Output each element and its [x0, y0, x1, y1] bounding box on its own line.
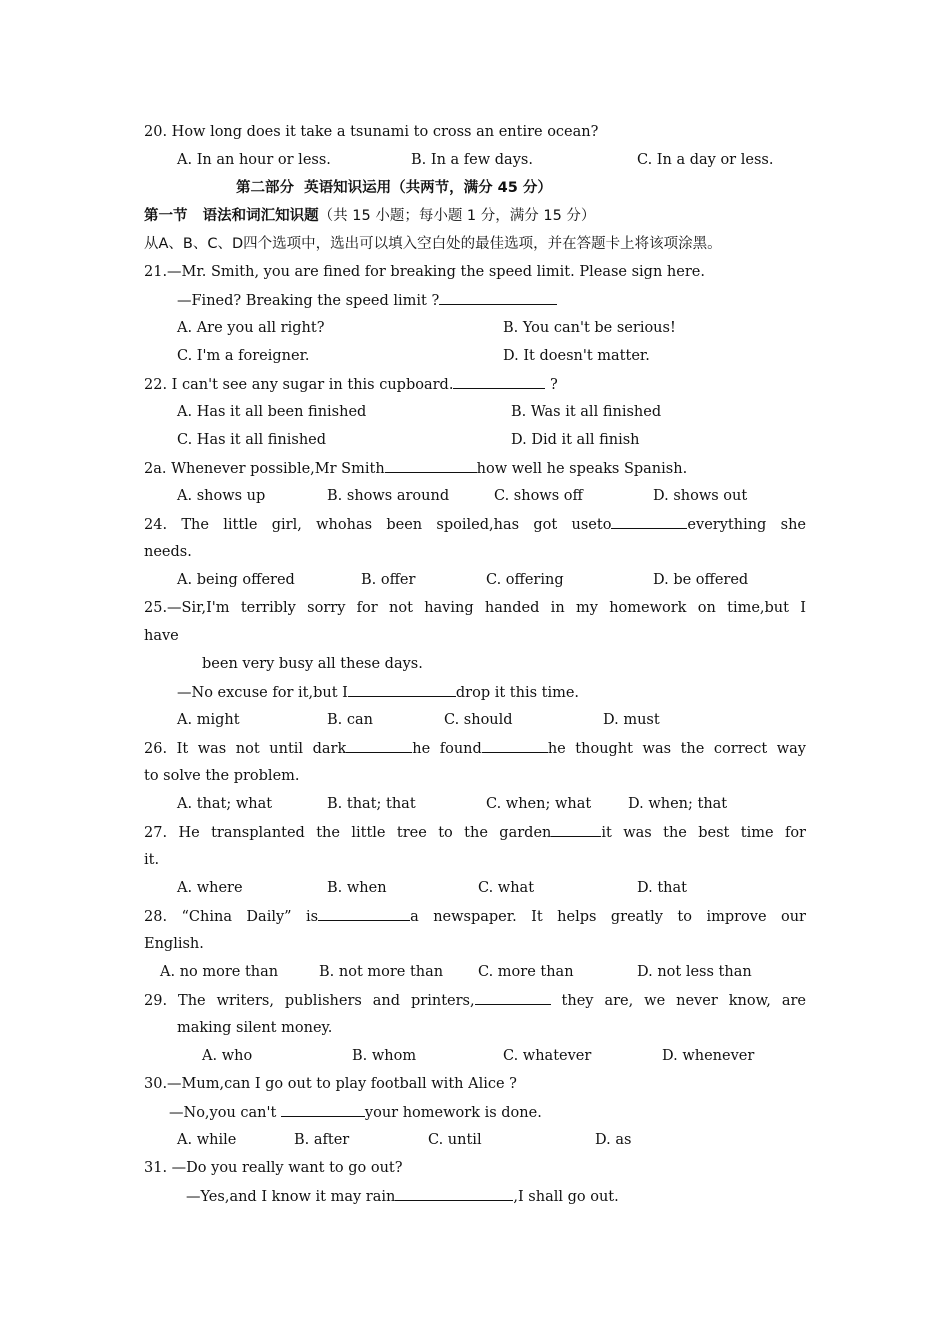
q30-option-c: C. until: [428, 1132, 482, 1148]
q23-option-c: C. shows off: [494, 488, 583, 504]
q28-text-before: 28. “China Daily” is: [144, 909, 319, 925]
q27-option-b: B. when: [327, 880, 387, 896]
q21-option-c: C. I'm a foreigner.: [177, 348, 310, 364]
q28-option-c: C. more than: [478, 964, 574, 980]
q20-option-c: C. In a day or less.: [637, 152, 774, 168]
q21-option-b: B. You can't be serious!: [503, 320, 676, 336]
answer-blank: [281, 1102, 365, 1117]
q24-option-a: A. being offered: [177, 572, 295, 588]
q25-reply-before: —No excuse for it,but I: [177, 685, 348, 701]
q25-option-c: C. should: [444, 712, 513, 728]
q25-reply-after: drop it this time.: [455, 685, 580, 701]
answer-blank: [318, 906, 410, 921]
question-30-line1: 30.—Mum,can I go out to play football with Alice ?: [144, 1076, 517, 1092]
q27-option-d: D. that: [637, 880, 687, 896]
question-28-line2: English.: [144, 936, 204, 952]
q23-option-a: A. shows up: [177, 488, 266, 504]
q29-option-a: A. who: [202, 1048, 253, 1064]
q29-text-before: 29. The writers, publishers and printers,: [144, 993, 475, 1009]
question-26-line2: to solve the problem.: [144, 768, 300, 784]
section-one-title: 第一节 语法和词汇知识题: [144, 208, 319, 224]
q24-option-b: B. offer: [361, 572, 416, 588]
q28-option-a: A. no more than: [160, 964, 279, 980]
q26-option-a: A. that; what: [177, 796, 273, 812]
q22-option-b: B. Was it all finished: [511, 404, 662, 420]
q30-option-b: B. after: [294, 1132, 350, 1148]
q23-text-after: how well he speaks Spanish.: [476, 461, 688, 477]
q24-option-c: C. offering: [486, 572, 564, 588]
question-27-line1: [144, 822, 806, 843]
question-24-line2: needs.: [144, 544, 192, 560]
q22-option-a: A. Has it all been finished: [177, 404, 367, 420]
q30-reply-before: —No,you can't: [169, 1105, 281, 1121]
question-20-stem: 20. How long does it take a tsunami to cross an entire ocean?: [144, 124, 599, 140]
q21-option-a: A. Are you all right?: [177, 320, 325, 336]
answer-blank: [348, 682, 456, 697]
question-21-line2: [177, 290, 557, 311]
q30-reply-after: your homework is done.: [364, 1105, 542, 1121]
answer-blank: [475, 990, 551, 1005]
q30-option-a: A. while: [177, 1132, 237, 1148]
question-22-stem: [144, 374, 558, 395]
question-24-line1: [144, 514, 806, 535]
section-instruction: 从A、B、C、D四个选项中，选出可以填入空白处的最佳选项，并在答题卡上将该项涂黑。: [144, 236, 722, 252]
q29-option-d: D. whenever: [662, 1048, 755, 1064]
q28-text-after: a newspaper. It helps greatly to improve our: [410, 909, 806, 925]
q28-option-d: D. not less than: [637, 964, 752, 980]
question-21-line1: 21.—Mr. Smith, you are fined for breaking the speed limit. Please sign here.: [144, 264, 705, 280]
q22-option-c: C. Has it all finished: [177, 432, 327, 448]
q27-option-a: A. where: [177, 880, 243, 896]
question-31-line2: [186, 1186, 619, 1207]
question-25-line1: 25.—Sir,I'm terribly sorry for not having handed in my homework on time,but I: [144, 600, 806, 616]
question-25-line3: been very busy all these days.: [202, 656, 423, 672]
answer-blank: [395, 1186, 513, 1201]
part-two-title: 第二部分 英语知识运用（共两节，满分 45 分）: [236, 180, 552, 196]
q23-text-before: 2a. Whenever possible,Mr Smith: [144, 461, 385, 477]
q28-option-b: B. not more than: [319, 964, 444, 980]
question-27-line2: it.: [144, 852, 160, 868]
q27-option-c: C. what: [478, 880, 535, 896]
q26-text-3: he thought was the correct way: [547, 741, 806, 757]
q25-option-d: D. must: [603, 712, 660, 728]
q31-reply-after: ,I shall go out.: [513, 1189, 619, 1205]
q24-text-before: 24. The little girl, whohas been spoiled,has got useto: [144, 517, 612, 533]
section-one-scoring: （共 15 小题；每小题 1 分，满分 15 分）: [318, 208, 596, 224]
q29-option-c: C. whatever: [503, 1048, 592, 1064]
q26-option-c: C. when; what: [486, 796, 592, 812]
answer-blank: [385, 458, 477, 473]
question-23-stem: [144, 458, 687, 479]
q29-option-b: B. whom: [352, 1048, 417, 1064]
question-29-line1: [144, 990, 806, 1011]
q29-text-after: they are, we never know, are: [550, 993, 806, 1009]
q25-option-b: B. can: [327, 712, 373, 728]
question-25-line4: [177, 682, 579, 703]
q23-option-d: D. shows out: [653, 488, 748, 504]
q20-option-b: B. In a few days.: [411, 152, 533, 168]
q21-reply-text: —Fined? Breaking the speed limit ?: [177, 293, 440, 309]
q26-option-d: D. when; that: [628, 796, 728, 812]
answer-blank: [611, 514, 687, 529]
q31-reply-before: —Yes,and I know it may rain: [186, 1189, 396, 1205]
q22-text: 22. I can't see any sugar in this cupboard.: [144, 377, 454, 393]
q30-option-d: D. as: [595, 1132, 632, 1148]
q26-text-1: 26. It was not until dark: [144, 741, 347, 757]
question-31-line1: 31. —Do you really want to go out?: [144, 1160, 403, 1176]
question-30-line2: [169, 1102, 542, 1123]
q25-option-a: A. might: [177, 712, 240, 728]
q24-option-d: D. be offered: [653, 572, 749, 588]
q22-option-d: D. Did it all finish: [511, 432, 640, 448]
answer-blank: [482, 738, 548, 753]
answer-blank: [346, 738, 412, 753]
q24-text-after: everything she: [687, 517, 806, 533]
answer-blank: [439, 290, 557, 305]
answer-blank: [453, 374, 545, 389]
answer-blank: [551, 822, 601, 837]
q26-option-b: B. that; that: [327, 796, 416, 812]
q21-option-d: D. It doesn't matter.: [503, 348, 650, 364]
q20-option-a: A. In an hour or less.: [177, 152, 331, 168]
question-28-line1: [144, 906, 806, 927]
q27-text-before: 27. He transplanted the little tree to the garden: [144, 825, 552, 841]
question-25-line2: have: [144, 628, 179, 644]
q22-tail: ?: [545, 377, 558, 393]
question-29-line2: making silent money.: [177, 1020, 333, 1036]
q23-option-b: B. shows around: [327, 488, 450, 504]
q26-text-2: he found: [412, 741, 482, 757]
question-26-line1: [144, 738, 806, 759]
section-one-heading: [144, 206, 595, 226]
q27-text-after: it was the best time for: [601, 825, 806, 841]
